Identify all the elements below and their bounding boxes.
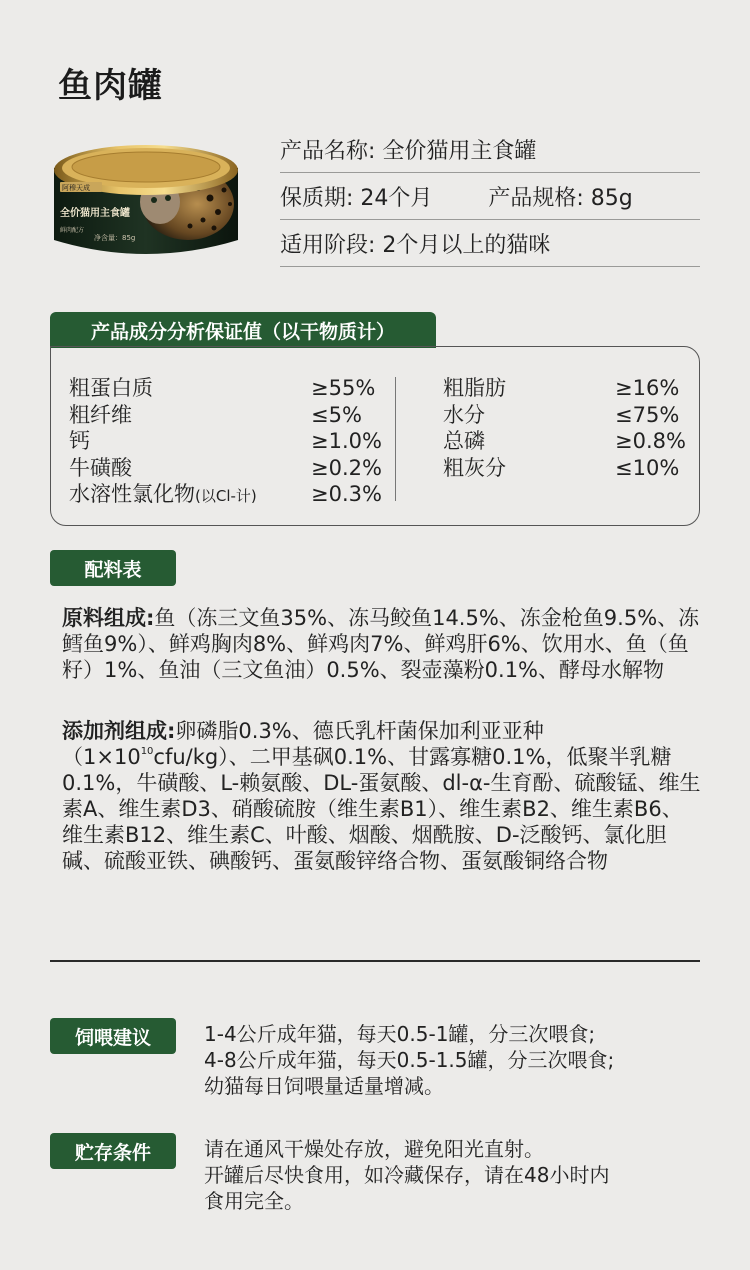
raw-ingredients-label: 原料组成: [62, 606, 155, 630]
analysis-item [69, 375, 389, 402]
analysis-item-name: 粗灰分 [443, 455, 506, 480]
can-weight-text: 净含量：85g [94, 234, 136, 242]
analysis-item-value: ≥0.2% [311, 455, 382, 480]
additive-label: 添加剂组成: [62, 719, 176, 743]
section-divider [50, 960, 700, 962]
spec-name: 产品名称: 全价猫用主食罐 [280, 138, 537, 164]
can-label-text: 全价猫用主食罐 [60, 208, 130, 219]
analysis-item [443, 375, 693, 402]
raw-ingredients-text: 鱼（冻三文鱼35%、冻马鲛鱼14.5%、冻金枪鱼9.5%、冻鳕鱼9%）、鲜鸡胸肉8%、鲜鸡肉7%、鲜鸡肝6%、饮用水、鱼（鱼籽）1%、鱼油（三文鱼油）0.5%、裂壶藻粉0.1%、酵母水解物 [62, 606, 700, 682]
feeding-header: 饲喂建议 [50, 1018, 176, 1054]
analysis-item-note: (以Cl-计) [195, 487, 257, 505]
storage-line: 请在通风干燥处存放，避免阳光直射。 [204, 1137, 544, 1161]
analysis-item [69, 455, 389, 482]
analysis-item-value: ≤10% [615, 455, 680, 480]
analysis-item-value: ≥1.0% [311, 429, 382, 453]
spec-size: 产品规格: 85g [488, 185, 633, 211]
spec-stage: 适用阶段: 2个月以上的猫咪 [280, 232, 551, 258]
analysis-item-name: 水溶性氯化物 [69, 482, 195, 506]
additive-exponent: 10 [140, 746, 154, 757]
page-title: 鱼肉罐 [58, 66, 163, 106]
analysis-item-value: ≥0.8% [615, 429, 686, 453]
analysis-item-value: ≥55% [311, 376, 376, 400]
storage-line: 食用完全。 [204, 1189, 304, 1213]
storage-line: 开罐后尽快食用，如冷藏保存，请在48小时内 [204, 1163, 610, 1187]
additive-text-a: 卵磷脂0.3%、德氏乳杆菌保加利亚亚种（1×10 [62, 719, 544, 769]
feeding-line: 4-8公斤成年猫，每天0.5-1.5罐，分三次喂食; [204, 1048, 615, 1072]
feeding-line: 1-4公斤成年猫，每天0.5-1罐，分三次喂食; [204, 1022, 596, 1046]
analysis-item-name: 水分 [443, 402, 485, 427]
ingredients-header: 配料表 [50, 550, 176, 586]
analysis-item-value: ≤75% [615, 402, 680, 427]
product-can-image [48, 140, 244, 262]
analysis-item [69, 428, 389, 455]
analysis-divider [395, 377, 396, 501]
additive-text-b: cfu/kg）、二甲基砜0.1%、甘露寡糖0.1%，低聚半乳糖0.1%，牛磺酸、L-赖氨酸、DL-蛋氨酸、dl-α-生育酚、硫酸锰、维生素A、维生素D3、硝酸硫胺（维生素B1）、维生素B2、维生素B6、维生素B12、维生素C、叶酸、烟酸、烟酰胺、D-泛酸钙、氯化胆碱、硫酸亚铁、碘酸钙、蛋氨酸锌络合物、蛋氨酸铜络合物 [62, 745, 701, 873]
analysis-item-name: 总磷 [443, 429, 485, 453]
raw-ingredients [62, 605, 702, 683]
analysis-item [69, 402, 389, 429]
analysis-item [443, 455, 693, 482]
analysis-header: 产品成分分析保证值（以干物质计） [50, 312, 436, 348]
analysis-item-name: 牛磺酸 [69, 455, 132, 480]
product-specs [280, 126, 700, 267]
spec-shelf-life: 保质期: 24个月 [280, 185, 433, 211]
storage-text [204, 1136, 609, 1214]
spec-row-shelf [280, 173, 700, 220]
analysis-item-value: ≤5% [311, 402, 362, 427]
feeding-text [204, 1021, 614, 1099]
analysis-item-name: 钙 [69, 429, 90, 453]
analysis-item-chloride [69, 481, 389, 510]
analysis-left-column [69, 375, 389, 510]
analysis-box [50, 346, 700, 526]
analysis-item-name: 粗脂肪 [443, 376, 506, 400]
additive-ingredients [62, 718, 702, 874]
spec-row-name [280, 126, 700, 173]
can-formula-text: 鲜肉配方 [60, 227, 85, 234]
analysis-item-value: ≥16% [615, 376, 680, 400]
spec-row-stage [280, 220, 700, 267]
analysis-item-name: 粗蛋白质 [69, 376, 153, 400]
analysis-item-name: 粗纤维 [69, 402, 132, 427]
analysis-right-column [443, 375, 693, 481]
storage-header: 贮存条件 [50, 1133, 176, 1169]
analysis-item [443, 402, 693, 429]
feeding-line: 幼猫每日饲喂量适量增减。 [204, 1074, 444, 1098]
analysis-item-value: ≥0.3% [311, 482, 382, 506]
can-brand-text: 阿穆天成 [62, 184, 90, 192]
analysis-item [443, 428, 693, 455]
